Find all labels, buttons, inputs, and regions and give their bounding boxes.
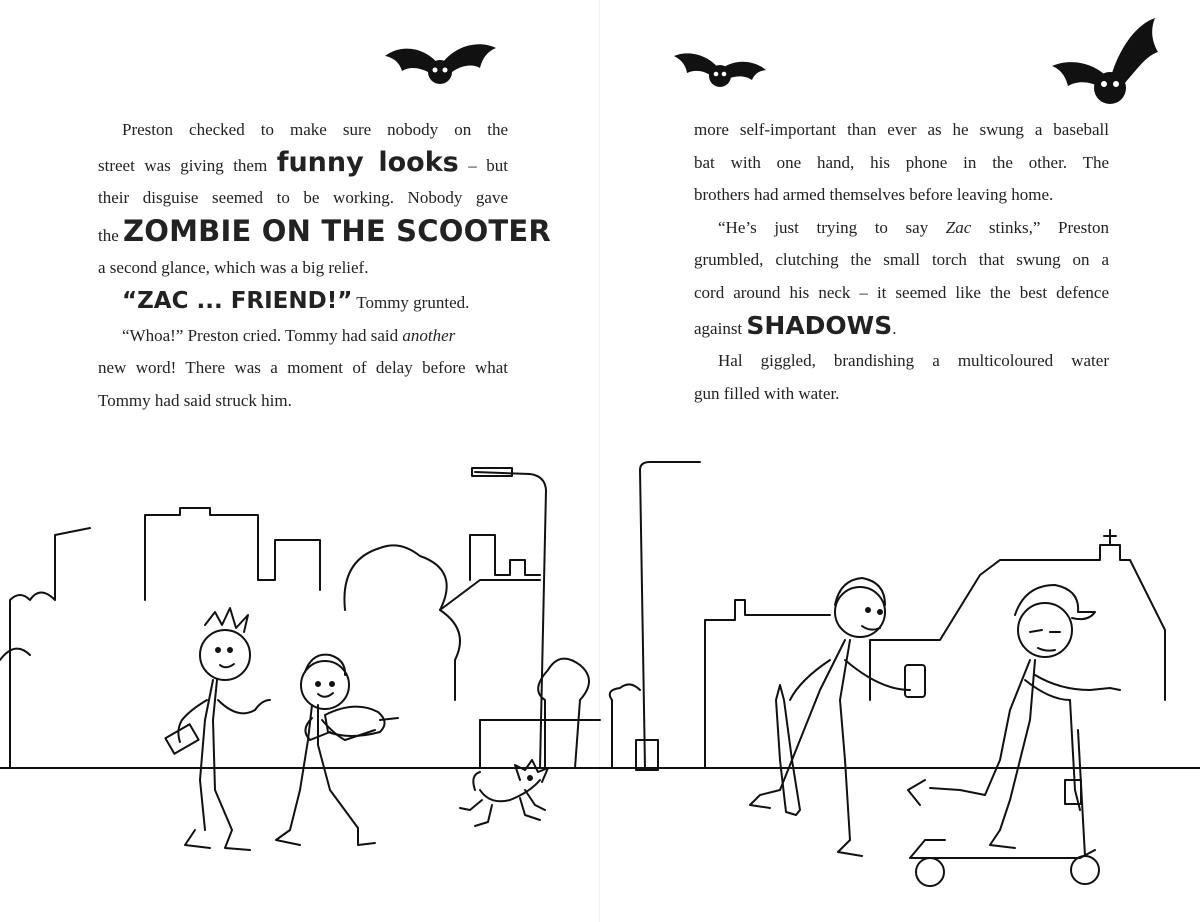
body-text: – but [458,155,508,175]
body-text: gun filled with water. [694,383,840,403]
text-line [98,147,508,183]
text-line [694,179,1109,212]
text-line [694,345,1109,378]
body-text: grumbled, clutching the small torch that swung on a [694,250,1109,270]
text-line [694,212,1109,245]
text-line [98,320,508,353]
text-line [694,114,1109,147]
body-text: more self-important than ever as he swung a baseball [694,120,1109,139]
body-text: brothers had armed themselves before leaving home. [694,185,1054,205]
body-text: street was giving them [98,155,277,175]
right-page [600,0,1200,922]
text-line [98,385,508,418]
text-line [694,378,1109,411]
right-page-text [694,114,1109,410]
text-line [694,244,1109,277]
body-text: bat with one hand, his phone in the other. The [694,152,1109,172]
text-line [694,310,1109,346]
text-line [98,114,508,147]
body-text: new word! There was a moment of delay before what [98,358,508,378]
body-text: against [694,318,747,338]
emphasis-text: Zac [945,217,972,237]
body-text: cord around his neck – it seemed like the best defence [694,282,1109,302]
body-text: their disguise seemed to be working. Nobody gave [98,188,508,208]
body-text: a second glance, which was a big relief. [98,258,369,278]
body-text: Hal giggled, brandishing a multicoloured water [718,351,1109,371]
body-text: the [98,225,124,245]
text-line [98,352,508,385]
body-text: Tommy grunted. [352,292,470,312]
emphasis-text: another [402,325,456,345]
body-text: stinks,” Preston [971,217,1109,237]
display-text: SHADOWS [746,310,893,340]
body-text: “He’s just trying to say [718,217,946,237]
body-text: . [892,318,897,338]
text-line [98,182,508,215]
display-text: funny looks [276,146,459,178]
body-text: Preston checked to make sure nobody on the [122,120,508,139]
display-text: “ZAC ... FRIEND!” [122,287,353,314]
left-page-text [98,114,551,417]
text-line [694,147,1109,180]
body-text: “Whoa!” Preston cried. Tommy had said [122,325,403,345]
text-line [694,277,1109,310]
text-line [98,285,508,320]
text-line [98,213,551,253]
body-text: Tommy had said struck him. [98,390,292,410]
text-line [98,252,508,285]
display-text: ZOMBIE ON THE SCOOTER [123,213,551,248]
